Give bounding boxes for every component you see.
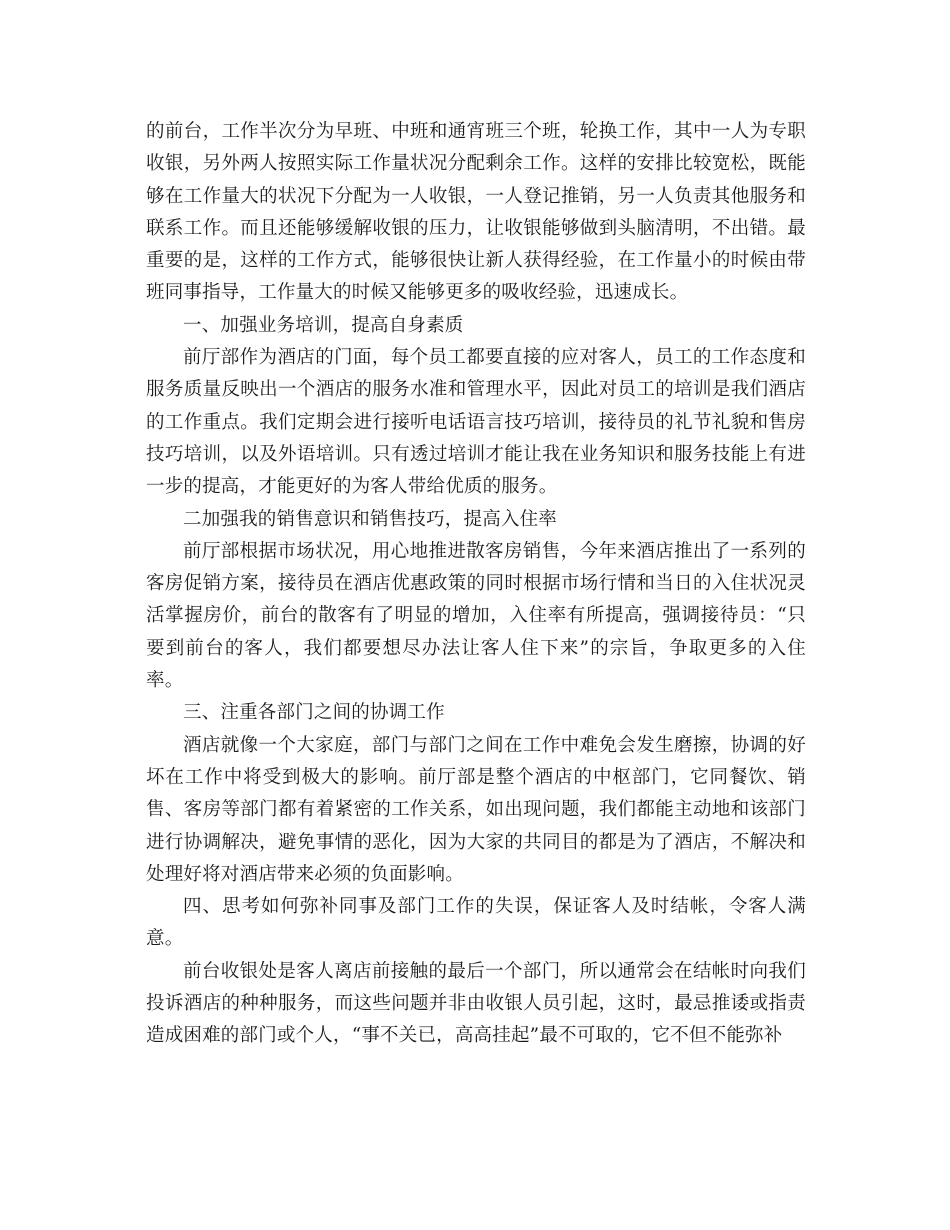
section-heading-4: 四、思考如何弥补同事及部门工作的失误，保证客人及时结帐，令客人满意。 bbox=[146, 896, 806, 950]
body-paragraph: 前厅部根据市场状况，用心地推进散客房销售，今年来酒店推出了一系列的客房促销方案，接待员在酒店优惠政策的同时根据市场行情和当日的入住状况灵活掌握房价，前台的散客有了明显的增加，入住率有所提高，强调接待员：“只要到前台的客人，我们都要想尽办法让客人住下来”的宗旨，争取更多的入住率。 bbox=[146, 540, 806, 692]
body-paragraph: 前台收银处是客人离店前接触的最后一个部门，所以通常会在结帐时向我们投诉酒店的种种服务，而这些问题并非由收银人员引起，这时，最忌推诿或指责造成困难的部门或个人，“事不关已，高高挂起”最不可取的，它不但不能弥补 bbox=[146, 960, 806, 1047]
body-paragraph: 前厅部作为酒店的门面，每个员工都要直接的应对客人，员工的工作态度和服务质量反映出一个酒店的服务水准和管理水平，因此对员工的培训是我们酒店的工作重点。我们定期会进行接听电话语言技巧培训，接待员的礼节礼貌和售房技巧培训，以及外语培训。只有透过培训才能让我在业务知识和服务技能上有进一步的提高，才能更好的为客人带给优质的服务。 bbox=[146, 347, 806, 498]
section-heading-3: 三、注重各部门之间的协调工作 bbox=[183, 702, 445, 724]
body-paragraph: 酒店就像一个大家庭，部门与部门之间在工作中难免会发生磨擦，协调的好坏在工作中将受到极大的影响。前厅部是整个酒店的中枢部门，它同餐饮、销售、客房等部门都有着紧密的工作关系，如出现问题，我们都能主动地和该部门进行协调解决，避免事情的恶化，因为大家的共同目的都是为了酒店，不解决和处理好将对酒店带来必须的负面影响。 bbox=[146, 734, 806, 885]
body-paragraph-continued: 的前台，工作半次分为早班、中班和通宵班三个班，轮换工作，其中一人为专职收银，另外两人按照实际工作量状况分配剩余工作。这样的安排比较宽松，既能够在工作量大的状况下分配为一人收银，一人登记推销，另一人负责其他服务和联系工作。而且还能够缓解收银的压力，让收银能够做到头脑清明，不出错。最重要的是，这样的工作方式，能够很快让新人获得经验，在工作量小的时候由带班同事指导，工作量大的时候又能够更多的吸收经验，迅速成长。 bbox=[146, 121, 806, 304]
document-body bbox=[146, 116, 806, 1053]
section-heading-2: 二加强我的销售意识和销售技巧，提高入住率 bbox=[183, 508, 558, 530]
section-heading-1: 一、加强业务培训，提高自身素质 bbox=[183, 314, 464, 336]
